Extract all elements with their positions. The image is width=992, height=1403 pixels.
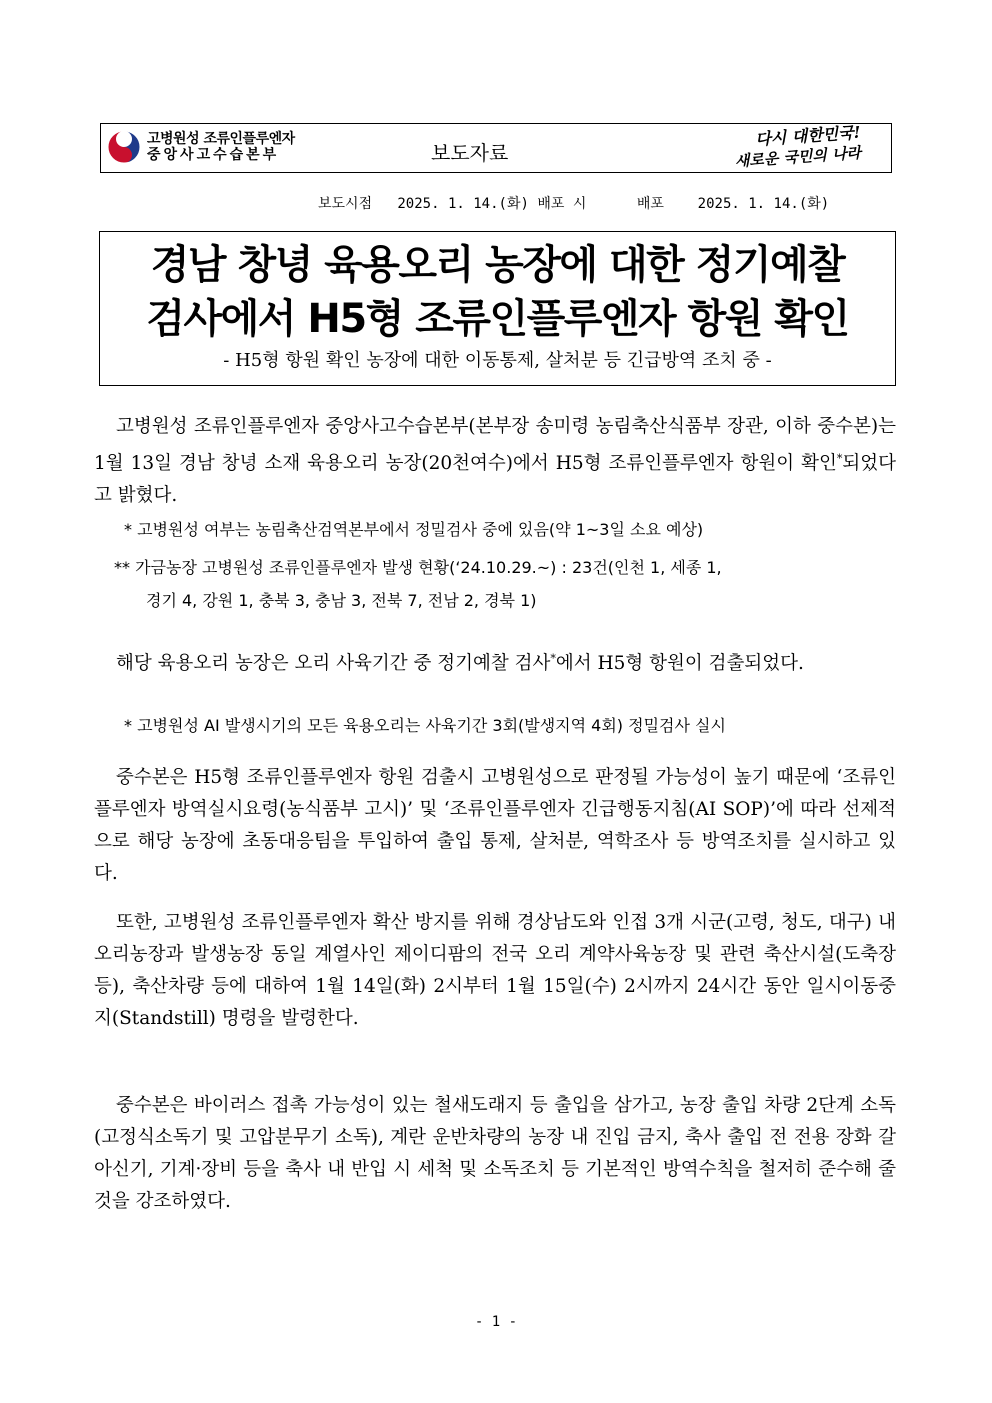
paragraph-3-text: 중수본은 H5형 조류인플루엔자 항원 검출시 고병원성으로 판정될 가능성이 높기 때문에 ‘조류인플루엔자 방역실시요령(농식품부 고시)’ 및 ‘조류인플루엔자 긴급행동지침(AI SOP)’에 따라 선제적으로 해당 농장에 초동대응팀을 투입하여 출입 통제, 살처분, 역학조사 등 방역조치를 실시하고 있다. xyxy=(94,767,896,884)
note-3: * 고병원성 AI 발생시기의 모든 육용오리는 사육기간 3회(발생지역 4회) 정밀검사 실시 xyxy=(124,716,726,735)
note-2-line1: ** 가금농장 고병원성 조류인플루엔자 발생 현황(‘24.10.29.~) : 23건(인천 1, 세종 1, xyxy=(114,558,722,577)
paragraph-1 xyxy=(94,411,896,512)
org-logo xyxy=(107,130,295,164)
footnote-mark: * xyxy=(550,652,556,665)
paragraph-2 xyxy=(94,643,896,680)
paragraph-3 xyxy=(94,762,896,890)
slogan-line2: 새로운 국민의 나라 xyxy=(733,143,862,171)
note-1: * 고병원성 여부는 농림축산검역본부에서 정밀검사 중에 있음(약 1~3일 소요 예상) xyxy=(124,520,704,539)
paragraph-5-text: 중수본은 바이러스 접촉 가능성이 있는 철새도래지 등 출입을 삼가고, 농장 출입 차량 2단계 소독(고정식소독기 및 고압분무기 소독), 계란 운반차량의 농장 내 진입 금지, 축사 출입 전 전용 장화 갈아신기, 기계·장비 등을 축사 내 반입 시 세척 및 소독조치 등 기본적인 방역수칙을 철저히 준수해 줄 것을 강조하였다. xyxy=(94,1095,896,1212)
paragraph-2-end: 에서 H5형 항원이 검출되었다. xyxy=(555,653,804,675)
document-type: 보도자료 xyxy=(431,141,509,165)
title-line2: 검사에서 H5형 조류인플루엔자 항원 확인 xyxy=(146,296,849,342)
paragraph-1-text: 고병원성 조류인플루엔자 중앙사고수습본부(본부장 송미령 농림축산식품부 장관, 이하 중수본)는 1월 13일 경남 창녕 소재 육용오리 농장(20천여수)에서 H5형 조류인플루엔자 항원이 확인 xyxy=(94,416,896,475)
taegeuk-emblem-icon xyxy=(107,130,141,164)
org-name-line1: 고병원성 조류인플루엔자 xyxy=(147,131,295,147)
title-line1: 경남 창녕 육용오리 농장에 대한 정기예찰 xyxy=(150,242,845,288)
paragraph-2-text: 해당 육용오리 농장은 오리 사육기간 중 정기예찰 검사 xyxy=(116,653,551,675)
title-box xyxy=(99,231,896,386)
slogan xyxy=(732,123,862,172)
slogan-line1: 다시 대한민국! xyxy=(754,122,861,149)
paragraph-1-end: 되었다고 밝혔다. xyxy=(94,453,896,507)
subtitle: - H5형 항원 확인 농장에 대한 이동통제, 살처분 등 긴급방역 조치 중 - xyxy=(223,350,772,371)
paragraph-4 xyxy=(94,907,896,1035)
paragraph-5 xyxy=(94,1090,896,1218)
header-box xyxy=(100,123,892,173)
paragraph-4-text: 또한, 고병원성 조류인플루엔자 확산 방지를 위해 경상남도와 인접 3개 시군(고령, 청도, 대구) 내 오리농장과 발생농장 동일 계열사인 제이디팜의 전국 오리 계약사육농장 및 관련 축산시설(도축장 등), 축산차량 등에 대하여 1월 14일(화) 2시부터 1월 15일(수) 2시까지 24시간 동안 일시이동중지(Standstill) 명령을 발령한다. xyxy=(94,912,896,1029)
note-2-line2: 경기 4, 강원 1, 충북 3, 충남 3, 전북 7, 전남 2, 경북 1) xyxy=(146,591,537,610)
release-info: 보도시점 2025. 1. 14.(화) 배포 시 배포 2025. 1. 14.(화) xyxy=(318,196,830,212)
page-number: - 1 - xyxy=(474,1314,518,1330)
footnote-mark: * xyxy=(836,452,843,465)
org-name-line2: 중앙사고수습본부 xyxy=(147,147,280,163)
